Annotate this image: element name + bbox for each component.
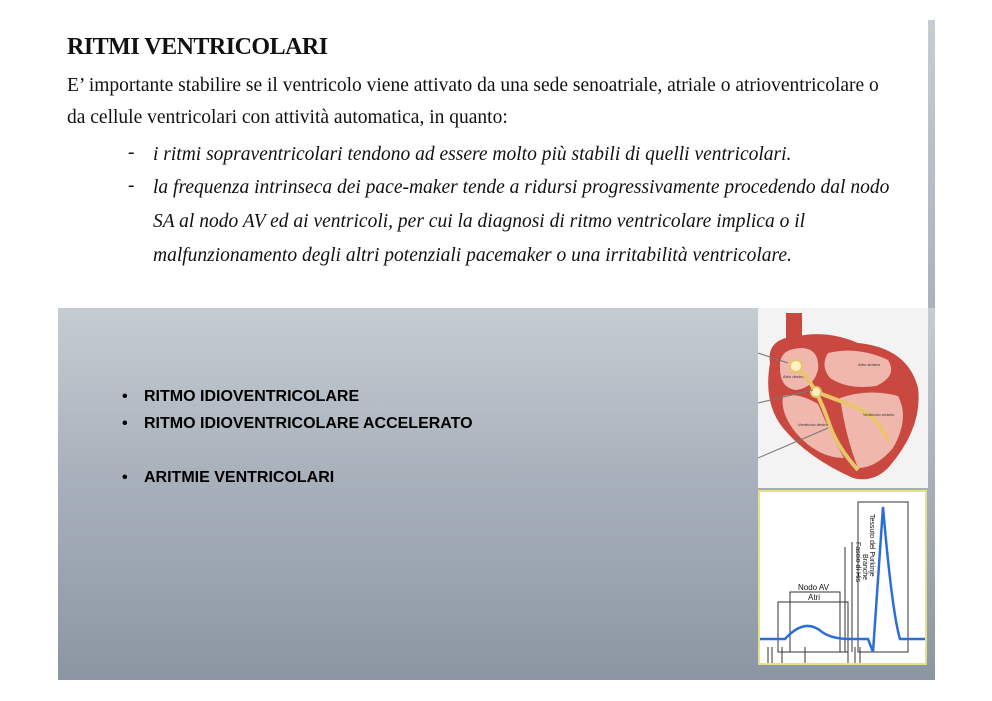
- list-item-2: [122, 415, 473, 433]
- nodo-av-label: Nodo AV: [798, 583, 829, 592]
- heart-label: Ventricolo sinistro: [863, 412, 895, 417]
- bullet-2-line-3: malfunzionamento degli altri potenziali pacemaker o una irritabilità ventricolare.: [153, 245, 792, 266]
- list-item-label: RITMO IDIOVENTRICOLARE ACCELERATO: [144, 415, 473, 432]
- bullet-2-line-2: SA al nodo AV ed ai ventricoli, per cui la diagnosi di ritmo ventricolare implica o il: [153, 211, 806, 232]
- bullet-dot: •: [122, 469, 128, 486]
- intro-line-1: E’ importante stabilire se il ventricolo viene attivato da una sede senoatriale, atriale o atrioventricolare o: [67, 75, 879, 96]
- action-potential-chart: [760, 492, 925, 663]
- list-item-3: [122, 469, 334, 487]
- fascio-label: Fascio di His: [854, 542, 861, 583]
- panel-edge: [928, 20, 935, 308]
- intro-paragraph: [67, 70, 917, 134]
- slide-title: RITMI VENTRICOLARI: [67, 34, 328, 60]
- list-item-label: ARITMIE VENTRICOLARI: [144, 469, 335, 486]
- bullet-1: i ritmi sopraventricolari tendono ad essere molto più stabili di quelli ventricolari.: [153, 144, 792, 165]
- heart-illustration: [758, 308, 928, 488]
- dash-2: -: [128, 175, 135, 196]
- heart-label: Atrio destro: [783, 374, 804, 379]
- list-item-1: [122, 388, 359, 406]
- bullet-2-line-1: la frequenza intrinseca dei pace-maker tende a ridursi progressivamente procedendo dal nodo: [153, 177, 890, 198]
- intro-line-2: da cellule ventricolari con attività automatica, in quanto:: [67, 107, 508, 128]
- atri-label: Atri: [808, 593, 820, 602]
- bullet-dot: •: [122, 388, 128, 405]
- bullet-dot: •: [122, 415, 128, 432]
- heart-label: Ventricolo destro: [798, 422, 828, 427]
- ap-curve: [760, 507, 925, 652]
- av-node: [811, 387, 821, 397]
- dash-1: -: [128, 142, 135, 163]
- stimulus-ticks: [768, 647, 860, 663]
- heart-label: Atrio sinistro: [858, 362, 881, 367]
- action-potential-diagram: [758, 490, 927, 665]
- purkinje-label: Tessuto del Purkinje: [868, 514, 875, 577]
- list-item-label: RITMO IDIOVENTRICOLARE: [144, 388, 360, 405]
- branche-label: Branche: [861, 554, 868, 581]
- sa-node: [790, 360, 802, 372]
- heart-diagram: [758, 308, 928, 488]
